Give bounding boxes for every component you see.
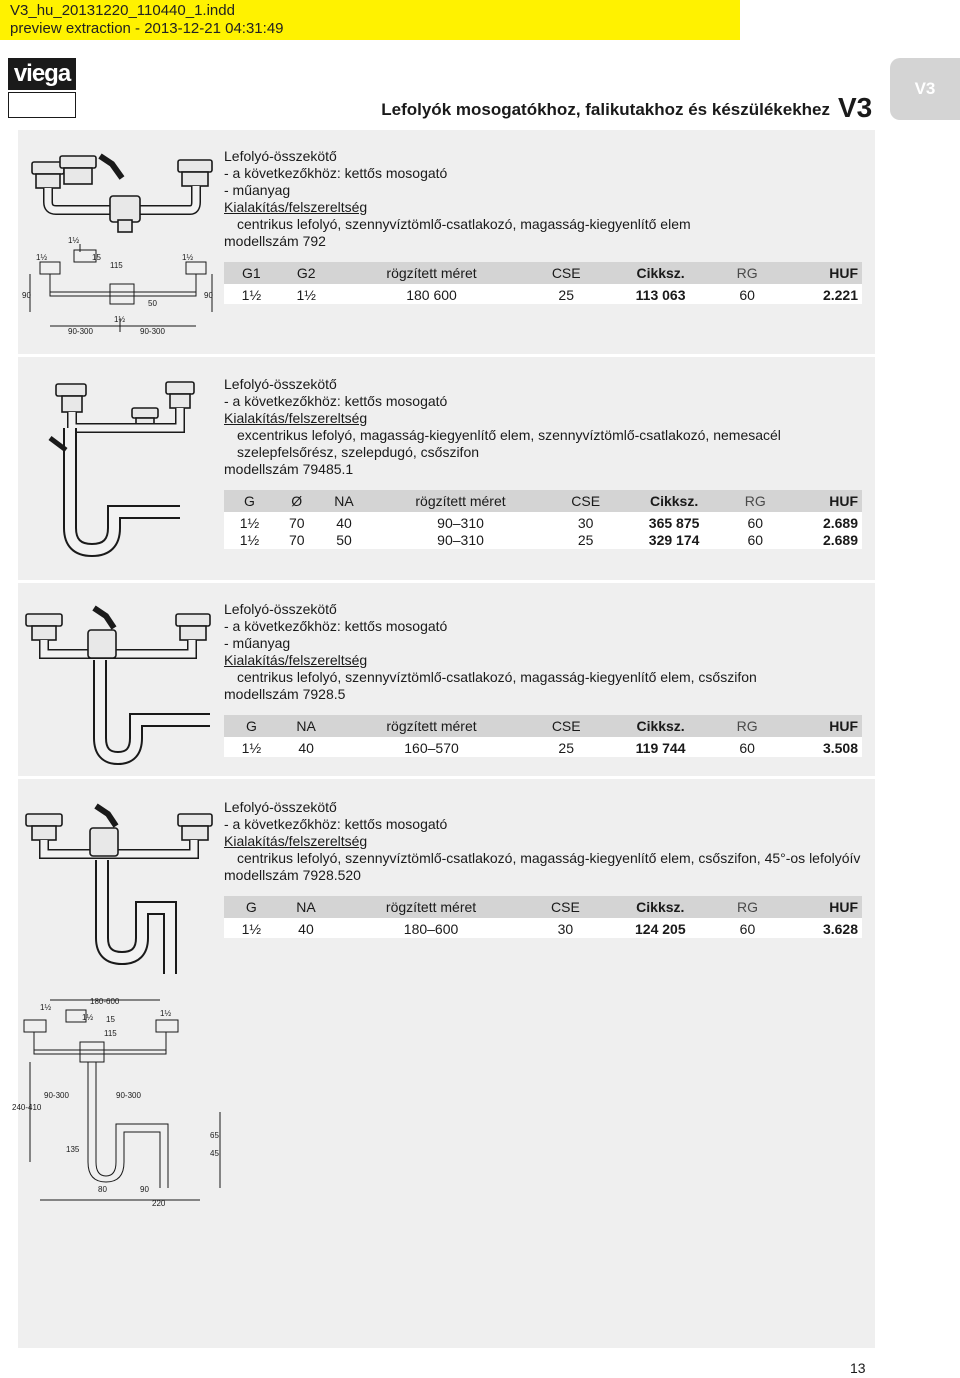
col-header: CSE bbox=[530, 715, 603, 737]
col-header: CSE bbox=[530, 262, 603, 284]
table-cell: 2.221 bbox=[776, 284, 862, 304]
table-cell: 113 063 bbox=[603, 284, 718, 304]
product-image-7928-520 bbox=[20, 798, 220, 978]
logo-frame bbox=[8, 92, 76, 118]
dim-label: 115 bbox=[110, 261, 123, 270]
model-number: modellszám 7928.520 bbox=[224, 867, 361, 883]
col-header: rögzített méret bbox=[334, 262, 530, 284]
dim-label: 90 bbox=[22, 291, 31, 300]
table-row bbox=[224, 532, 862, 549]
dim-label: 90-300 bbox=[44, 1091, 69, 1100]
col-header: HUF bbox=[776, 715, 862, 737]
spec-header-row bbox=[224, 490, 862, 512]
table-cell: 124 205 bbox=[602, 918, 719, 938]
dim-label: 1½ bbox=[114, 315, 126, 324]
dim-label: 50 bbox=[148, 299, 157, 308]
table-cell: 1½ bbox=[279, 284, 334, 304]
feature-line: - a következőkhöz: kettős mosogató bbox=[224, 816, 448, 832]
table-row bbox=[224, 512, 862, 532]
col-header: G bbox=[224, 896, 279, 918]
col-header: G2 bbox=[279, 262, 334, 284]
section-title: Lefolyó-összekötő bbox=[224, 376, 337, 392]
dim-label: 1½ bbox=[36, 253, 48, 262]
spec-table bbox=[224, 262, 862, 304]
spec-header-row bbox=[224, 262, 862, 284]
dim-label: 80 bbox=[98, 1185, 107, 1194]
table-cell: 160–570 bbox=[334, 737, 530, 757]
configuration-description: centrikus lefolyó, szennyvíztömlő-csatlakozó, magasság-kiegyenlítő elem bbox=[237, 216, 691, 232]
col-header: NA bbox=[279, 896, 334, 918]
col-header: RG bbox=[718, 715, 776, 737]
section-title: Lefolyó-összekötő bbox=[224, 601, 337, 617]
configuration-link[interactable]: Kialakítás/felszereltség bbox=[224, 652, 368, 668]
table-cell: 90–310 bbox=[369, 512, 551, 532]
dim-label: 15 bbox=[106, 1015, 115, 1024]
configuration-description: excentrikus lefolyó, magasság-kiegyenlítő elem, szennyvíztömlő-csatlakozó, nemesacél szelepfelsőrész, szelepdugó, csőszifon bbox=[237, 427, 781, 460]
table-cell: 60 bbox=[728, 532, 782, 549]
table-cell: 30 bbox=[529, 918, 602, 938]
table-cell: 1½ bbox=[224, 512, 275, 532]
dim-label: 220 bbox=[152, 1199, 166, 1208]
feature-line: - a következőkhöz: kettős mosogató bbox=[224, 165, 448, 181]
spec-header-row bbox=[224, 896, 862, 918]
col-header: CSE bbox=[552, 490, 620, 512]
dim-label: 1½ bbox=[40, 1003, 52, 1012]
col-header: rögzített méret bbox=[334, 715, 530, 737]
dim-label: 115 bbox=[104, 1029, 117, 1038]
configuration-link[interactable]: Kialakítás/felszereltség bbox=[224, 833, 368, 849]
col-header: NA bbox=[279, 715, 334, 737]
product-section-7928-520 bbox=[224, 799, 864, 938]
section-divider bbox=[18, 354, 875, 357]
col-header: RG bbox=[728, 490, 782, 512]
dim-label: 1½ bbox=[160, 1009, 172, 1018]
col-header: Ø bbox=[275, 490, 319, 512]
dim-label: 15 bbox=[92, 253, 101, 262]
configuration-description: centrikus lefolyó, szennyvíztömlő-csatlakozó, magasság-kiegyenlítő elem, csőszifon bbox=[237, 669, 757, 685]
preview-filename: V3_hu_20131220_110440_1.indd bbox=[10, 2, 235, 19]
feature-line: - a következőkhöz: kettős mosogató bbox=[224, 393, 448, 409]
dim-label: 1½ bbox=[68, 236, 80, 245]
col-header: G bbox=[224, 715, 279, 737]
table-cell: 30 bbox=[552, 512, 620, 532]
product-section-792 bbox=[224, 148, 864, 304]
product-image-7928-5 bbox=[20, 600, 220, 770]
table-cell: 60 bbox=[718, 737, 776, 757]
dim-label: 240-410 bbox=[12, 1103, 42, 1112]
col-header: RG bbox=[719, 896, 777, 918]
col-header: Cikksz. bbox=[603, 262, 718, 284]
dim-label: 90-300 bbox=[68, 327, 93, 336]
section-divider bbox=[18, 580, 875, 583]
table-cell: 3.508 bbox=[776, 737, 862, 757]
table-cell: 60 bbox=[718, 284, 776, 304]
section-title: Lefolyó-összekötő bbox=[224, 148, 337, 164]
table-cell: 329 174 bbox=[620, 532, 729, 549]
table-cell: 50 bbox=[319, 532, 370, 549]
col-header: HUF bbox=[776, 262, 862, 284]
col-header: Cikksz. bbox=[602, 896, 719, 918]
page-title: Lefolyók mosogatókhoz, falikutakhoz és készülékekhez bbox=[381, 100, 830, 119]
table-cell: 25 bbox=[552, 532, 620, 549]
page-code: V3 bbox=[838, 92, 873, 123]
technical-drawing-792 bbox=[20, 232, 220, 338]
table-cell: 60 bbox=[728, 512, 782, 532]
dim-label: 90 bbox=[140, 1185, 149, 1194]
table-cell: 1½ bbox=[224, 737, 279, 757]
dim-label: 135 bbox=[66, 1145, 80, 1154]
table-cell: 40 bbox=[279, 737, 334, 757]
dim-label: 1½ bbox=[182, 253, 194, 262]
table-cell: 70 bbox=[275, 532, 319, 549]
configuration-description: centrikus lefolyó, szennyvíztömlő-csatlakozó, magasság-kiegyenlítő elem, csőszifon, 45°-os lefolyóív bbox=[237, 850, 861, 866]
section-divider bbox=[18, 776, 875, 779]
feature-line: - műanyag bbox=[224, 635, 291, 651]
col-header: RG bbox=[718, 262, 776, 284]
preview-banner bbox=[0, 0, 740, 40]
dim-label: 65 bbox=[210, 1131, 219, 1140]
col-header: CSE bbox=[529, 896, 602, 918]
table-cell: 25 bbox=[530, 284, 603, 304]
preview-timestamp: preview extraction - 2013-12-21 04:31:49 bbox=[10, 20, 284, 37]
col-header: Cikksz. bbox=[603, 715, 718, 737]
model-number: modellszám 79485.1 bbox=[224, 461, 354, 477]
table-cell: 365 875 bbox=[620, 512, 729, 532]
configuration-link[interactable]: Kialakítás/felszereltség bbox=[224, 199, 368, 215]
table-cell: 119 744 bbox=[603, 737, 718, 757]
spec-table bbox=[224, 896, 862, 938]
spec-table bbox=[224, 490, 862, 549]
model-number: modellszám 792 bbox=[224, 233, 326, 249]
dim-label: 180-600 bbox=[90, 997, 120, 1006]
col-header: rögzített méret bbox=[369, 490, 551, 512]
dim-label: 45 bbox=[210, 1149, 219, 1158]
table-row bbox=[224, 918, 862, 938]
dim-label: 90 bbox=[204, 291, 213, 300]
table-cell: 40 bbox=[279, 918, 334, 938]
table-cell: 3.628 bbox=[776, 918, 862, 938]
col-header: rögzített méret bbox=[333, 896, 529, 918]
section-title: Lefolyó-összekötő bbox=[224, 799, 337, 815]
col-header: G1 bbox=[224, 262, 279, 284]
dim-label: 1½ bbox=[82, 1013, 94, 1022]
table-cell: 180 600 bbox=[334, 284, 530, 304]
table-cell: 25 bbox=[530, 737, 603, 757]
col-header: G bbox=[224, 490, 275, 512]
chapter-tab[interactable]: V3 bbox=[890, 58, 960, 120]
col-header: HUF bbox=[776, 896, 862, 918]
viega-logo: viega bbox=[8, 58, 76, 90]
product-section-79485-1 bbox=[224, 376, 864, 549]
table-cell: 1½ bbox=[224, 532, 275, 549]
configuration-link[interactable]: Kialakítás/felszereltség bbox=[224, 410, 368, 426]
page-number: 13 bbox=[850, 1360, 866, 1376]
table-row bbox=[224, 737, 862, 757]
spec-table bbox=[224, 715, 862, 757]
table-cell: 2.689 bbox=[782, 512, 862, 532]
table-cell: 90–310 bbox=[369, 532, 551, 549]
table-cell: 1½ bbox=[224, 918, 279, 938]
col-header: NA bbox=[319, 490, 370, 512]
product-image-792 bbox=[20, 140, 220, 235]
technical-drawing-7928 bbox=[10, 992, 230, 1208]
dim-label: 90-300 bbox=[116, 1091, 141, 1100]
feature-line: - műanyag bbox=[224, 182, 291, 198]
product-image-79485-1 bbox=[40, 378, 200, 564]
col-header: Cikksz. bbox=[620, 490, 729, 512]
col-header: HUF bbox=[782, 490, 862, 512]
product-section-7928-5 bbox=[224, 601, 864, 757]
table-cell: 2.689 bbox=[782, 532, 862, 549]
spec-header-row bbox=[224, 715, 862, 737]
feature-line: - a következőkhöz: kettős mosogató bbox=[224, 618, 448, 634]
table-cell: 70 bbox=[275, 512, 319, 532]
dim-label: 90-300 bbox=[140, 327, 165, 336]
table-cell: 40 bbox=[319, 512, 370, 532]
table-row bbox=[224, 284, 862, 304]
table-cell: 60 bbox=[719, 918, 777, 938]
model-number: modellszám 7928.5 bbox=[224, 686, 346, 702]
table-cell: 1½ bbox=[224, 284, 279, 304]
table-cell: 180–600 bbox=[333, 918, 529, 938]
